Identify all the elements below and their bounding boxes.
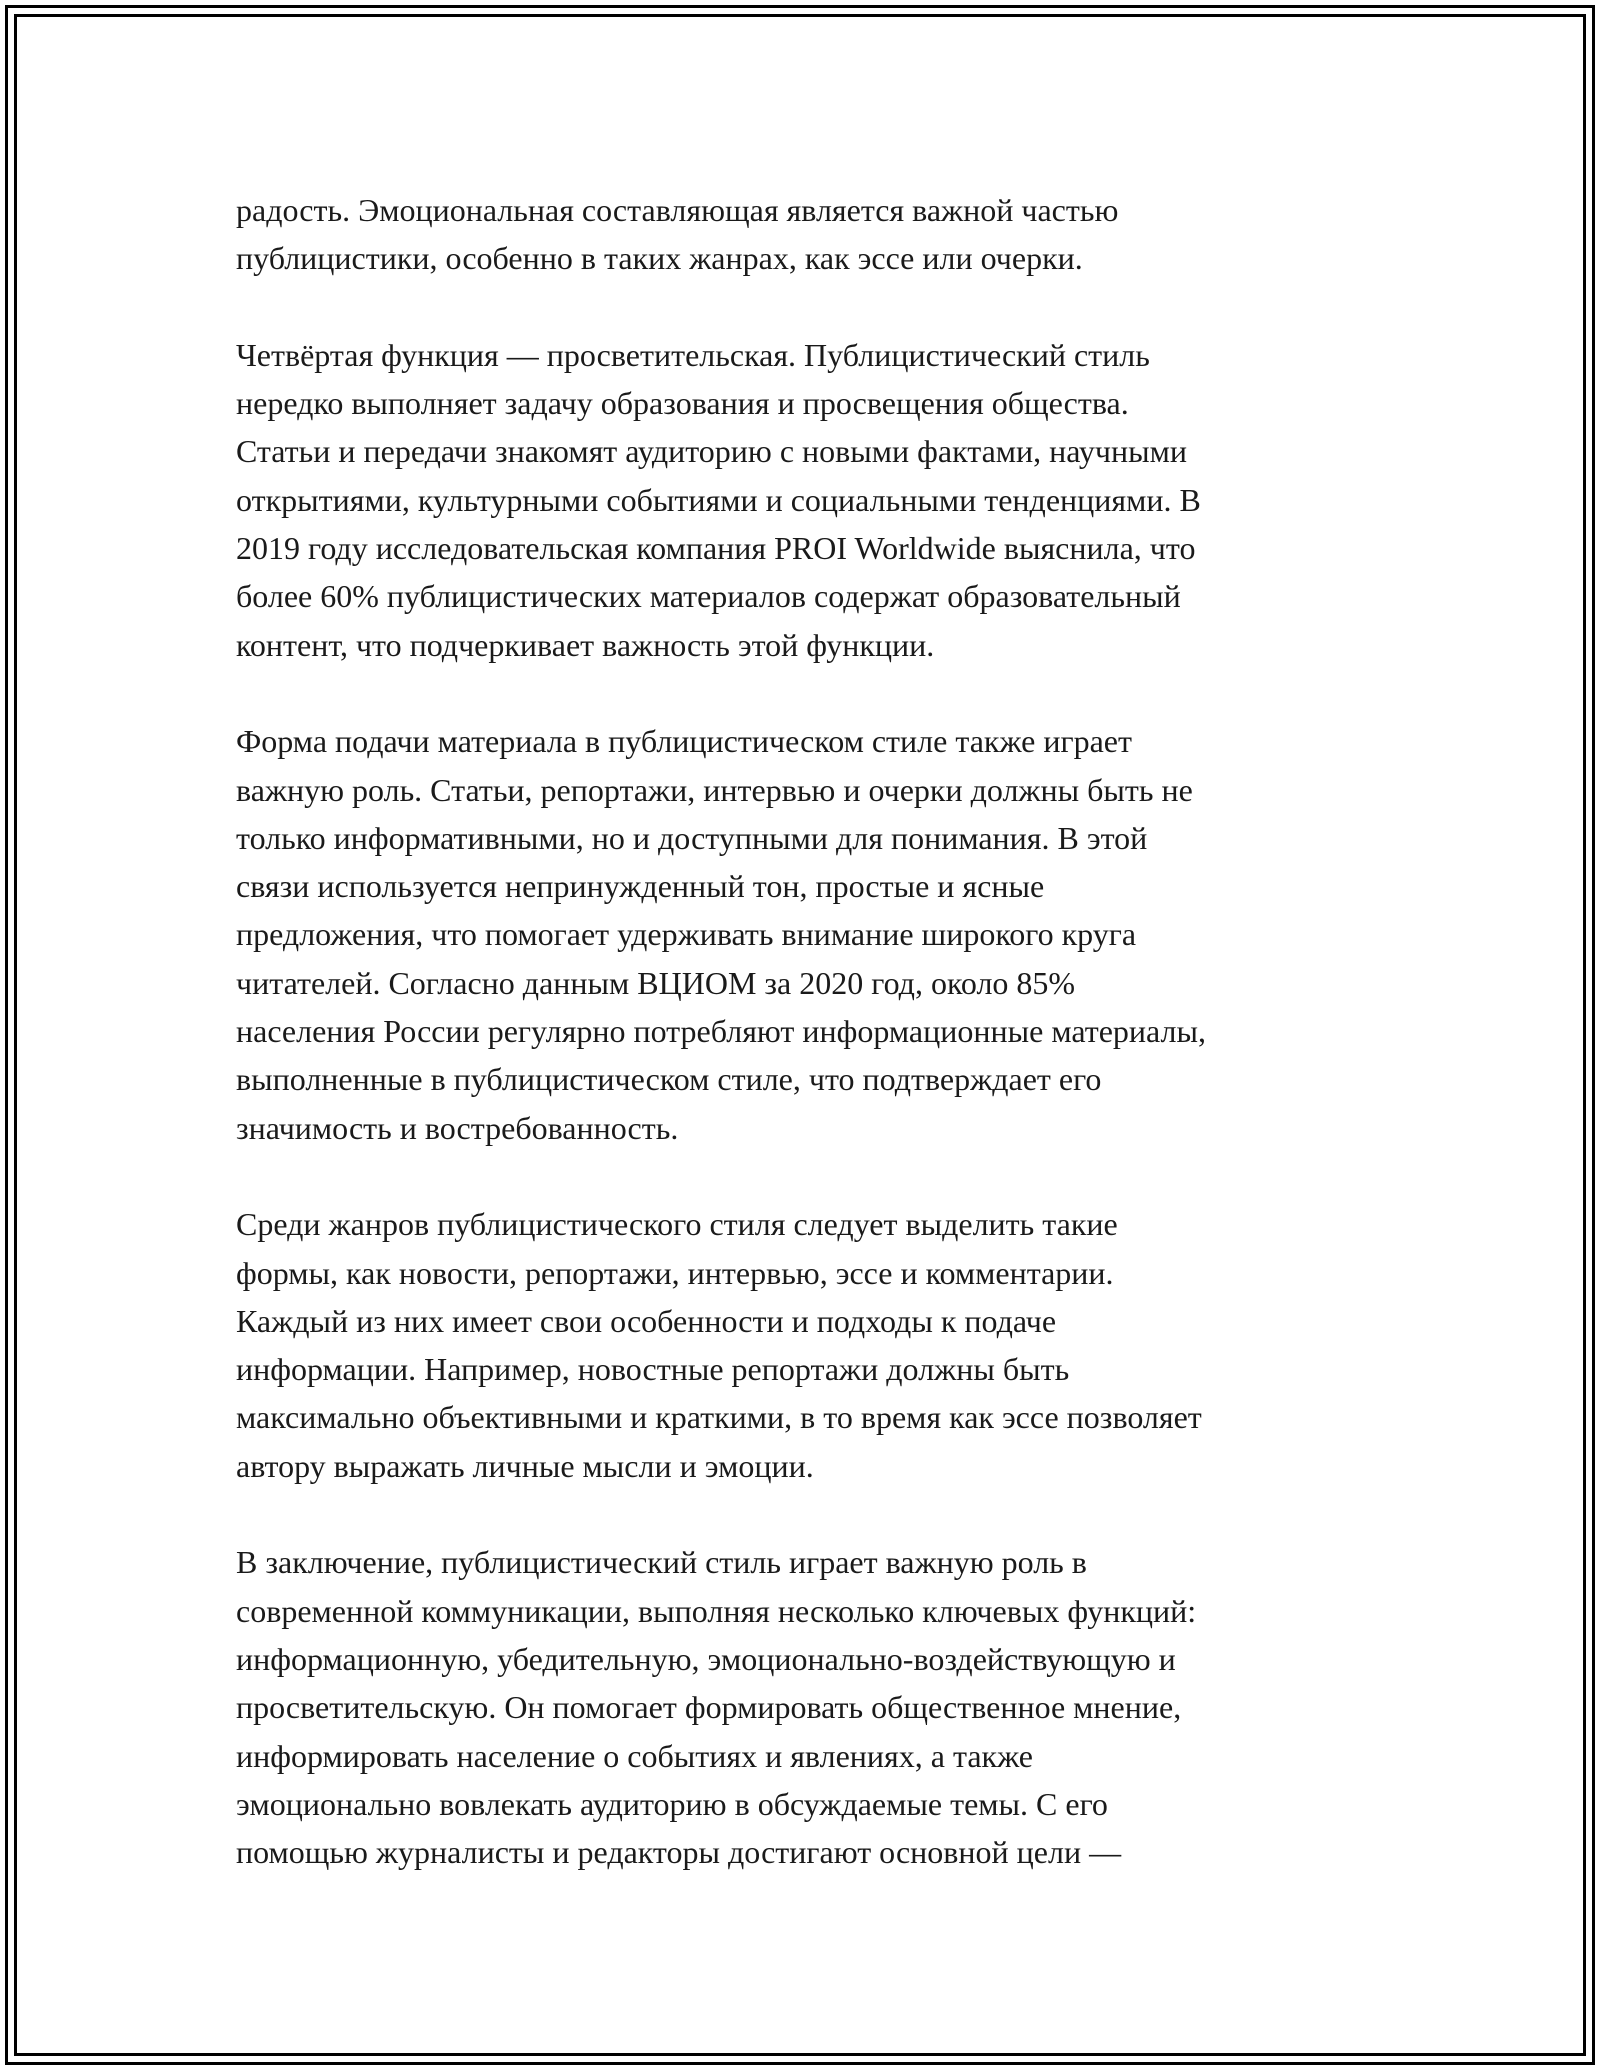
text-line: более 60% публицистических материалов содержат образовательный — [236, 578, 1181, 615]
text-line: просветительскую. Он помогает формировать общественное мнение, — [236, 1689, 1182, 1726]
text-line: читателей. Согласно данным ВЦИОМ за 2020 год, около 85% — [236, 964, 1076, 1001]
text-line: информировать население о событиях и явлениях, а также — [236, 1737, 1033, 1774]
text-line: 2019 году исследовательская компания PROI Worldwide выяснила, что — [236, 530, 1196, 567]
paragraph-emotional-component — [236, 186, 1366, 283]
text-line: связи используется непринужденный тон, простые и ясные — [236, 868, 1045, 905]
text-line: значимость и востребованность. — [236, 1109, 679, 1146]
text-line: Каждый из них имеет свои особенности и подходы к подаче — [236, 1302, 1057, 1339]
text-line: населения России регулярно потребляют информационные материалы, — [236, 1013, 1206, 1050]
text-line: В заключение, публицистический стиль играет важную роль в — [236, 1544, 1087, 1581]
text-line: автору выражать личные мысли и эмоции. — [236, 1447, 814, 1484]
text-line: максимально объективными и краткими, в то время как эссе позволяет — [236, 1399, 1202, 1436]
text-line: важную роль. Статьи, репортажи, интервью и очерки должны быть не — [236, 771, 1193, 808]
paragraph-genres — [236, 1200, 1366, 1490]
text-line: только информативными, но и доступными для понимания. В этой — [236, 819, 1148, 856]
paragraph-presentation-form — [236, 717, 1366, 1152]
text-line: информации. Например, новостные репортажи должны быть — [236, 1351, 1070, 1388]
text-line: выполненные в публицистическом стиле, что подтверждает его — [236, 1061, 1102, 1098]
text-line: эмоционально вовлекать аудиторию в обсуждаемые темы. С его — [236, 1785, 1108, 1822]
text-line: нередко выполняет задачу образования и просвещения общества. — [236, 385, 1129, 422]
text-line: современной коммуникации, выполняя несколько ключевых функций: — [236, 1592, 1197, 1629]
text-line: публицистики, особенно в таких жанрах, как эссе или очерки. — [236, 240, 1083, 277]
text-line: открытиями, культурными событиями и социальными тенденциями. В — [236, 481, 1201, 518]
text-line: Четвёртая функция — просветительская. Публицистический стиль — [236, 336, 1150, 373]
text-line: помощью журналисты и редакторы достигают основной цели — — [236, 1834, 1122, 1871]
text-line: Форма подачи материала в публицистическом стиле также играет — [236, 723, 1132, 760]
text-line: радость. Эмоциональная составляющая является важной частью — [236, 192, 1119, 228]
text-line: Статьи и передачи знакомят аудиторию с новыми фактами, научными — [236, 433, 1187, 470]
paragraph-educational-function — [236, 331, 1366, 669]
document-body — [236, 186, 1366, 1925]
text-line: информационную, убедительную, эмоционально-воздействующую и — [236, 1640, 1176, 1677]
text-line: формы, как новости, репортажи, интервью, эссе и комментарии. — [236, 1254, 1114, 1291]
paragraph-conclusion — [236, 1538, 1366, 1876]
text-line: Среди жанров публицистического стиля следует выделить такие — [236, 1206, 1118, 1243]
text-line: предложения, что помогает удерживать внимание широкого круга — [236, 916, 1137, 953]
text-line: контент, что подчеркивает важность этой функции. — [236, 626, 935, 663]
